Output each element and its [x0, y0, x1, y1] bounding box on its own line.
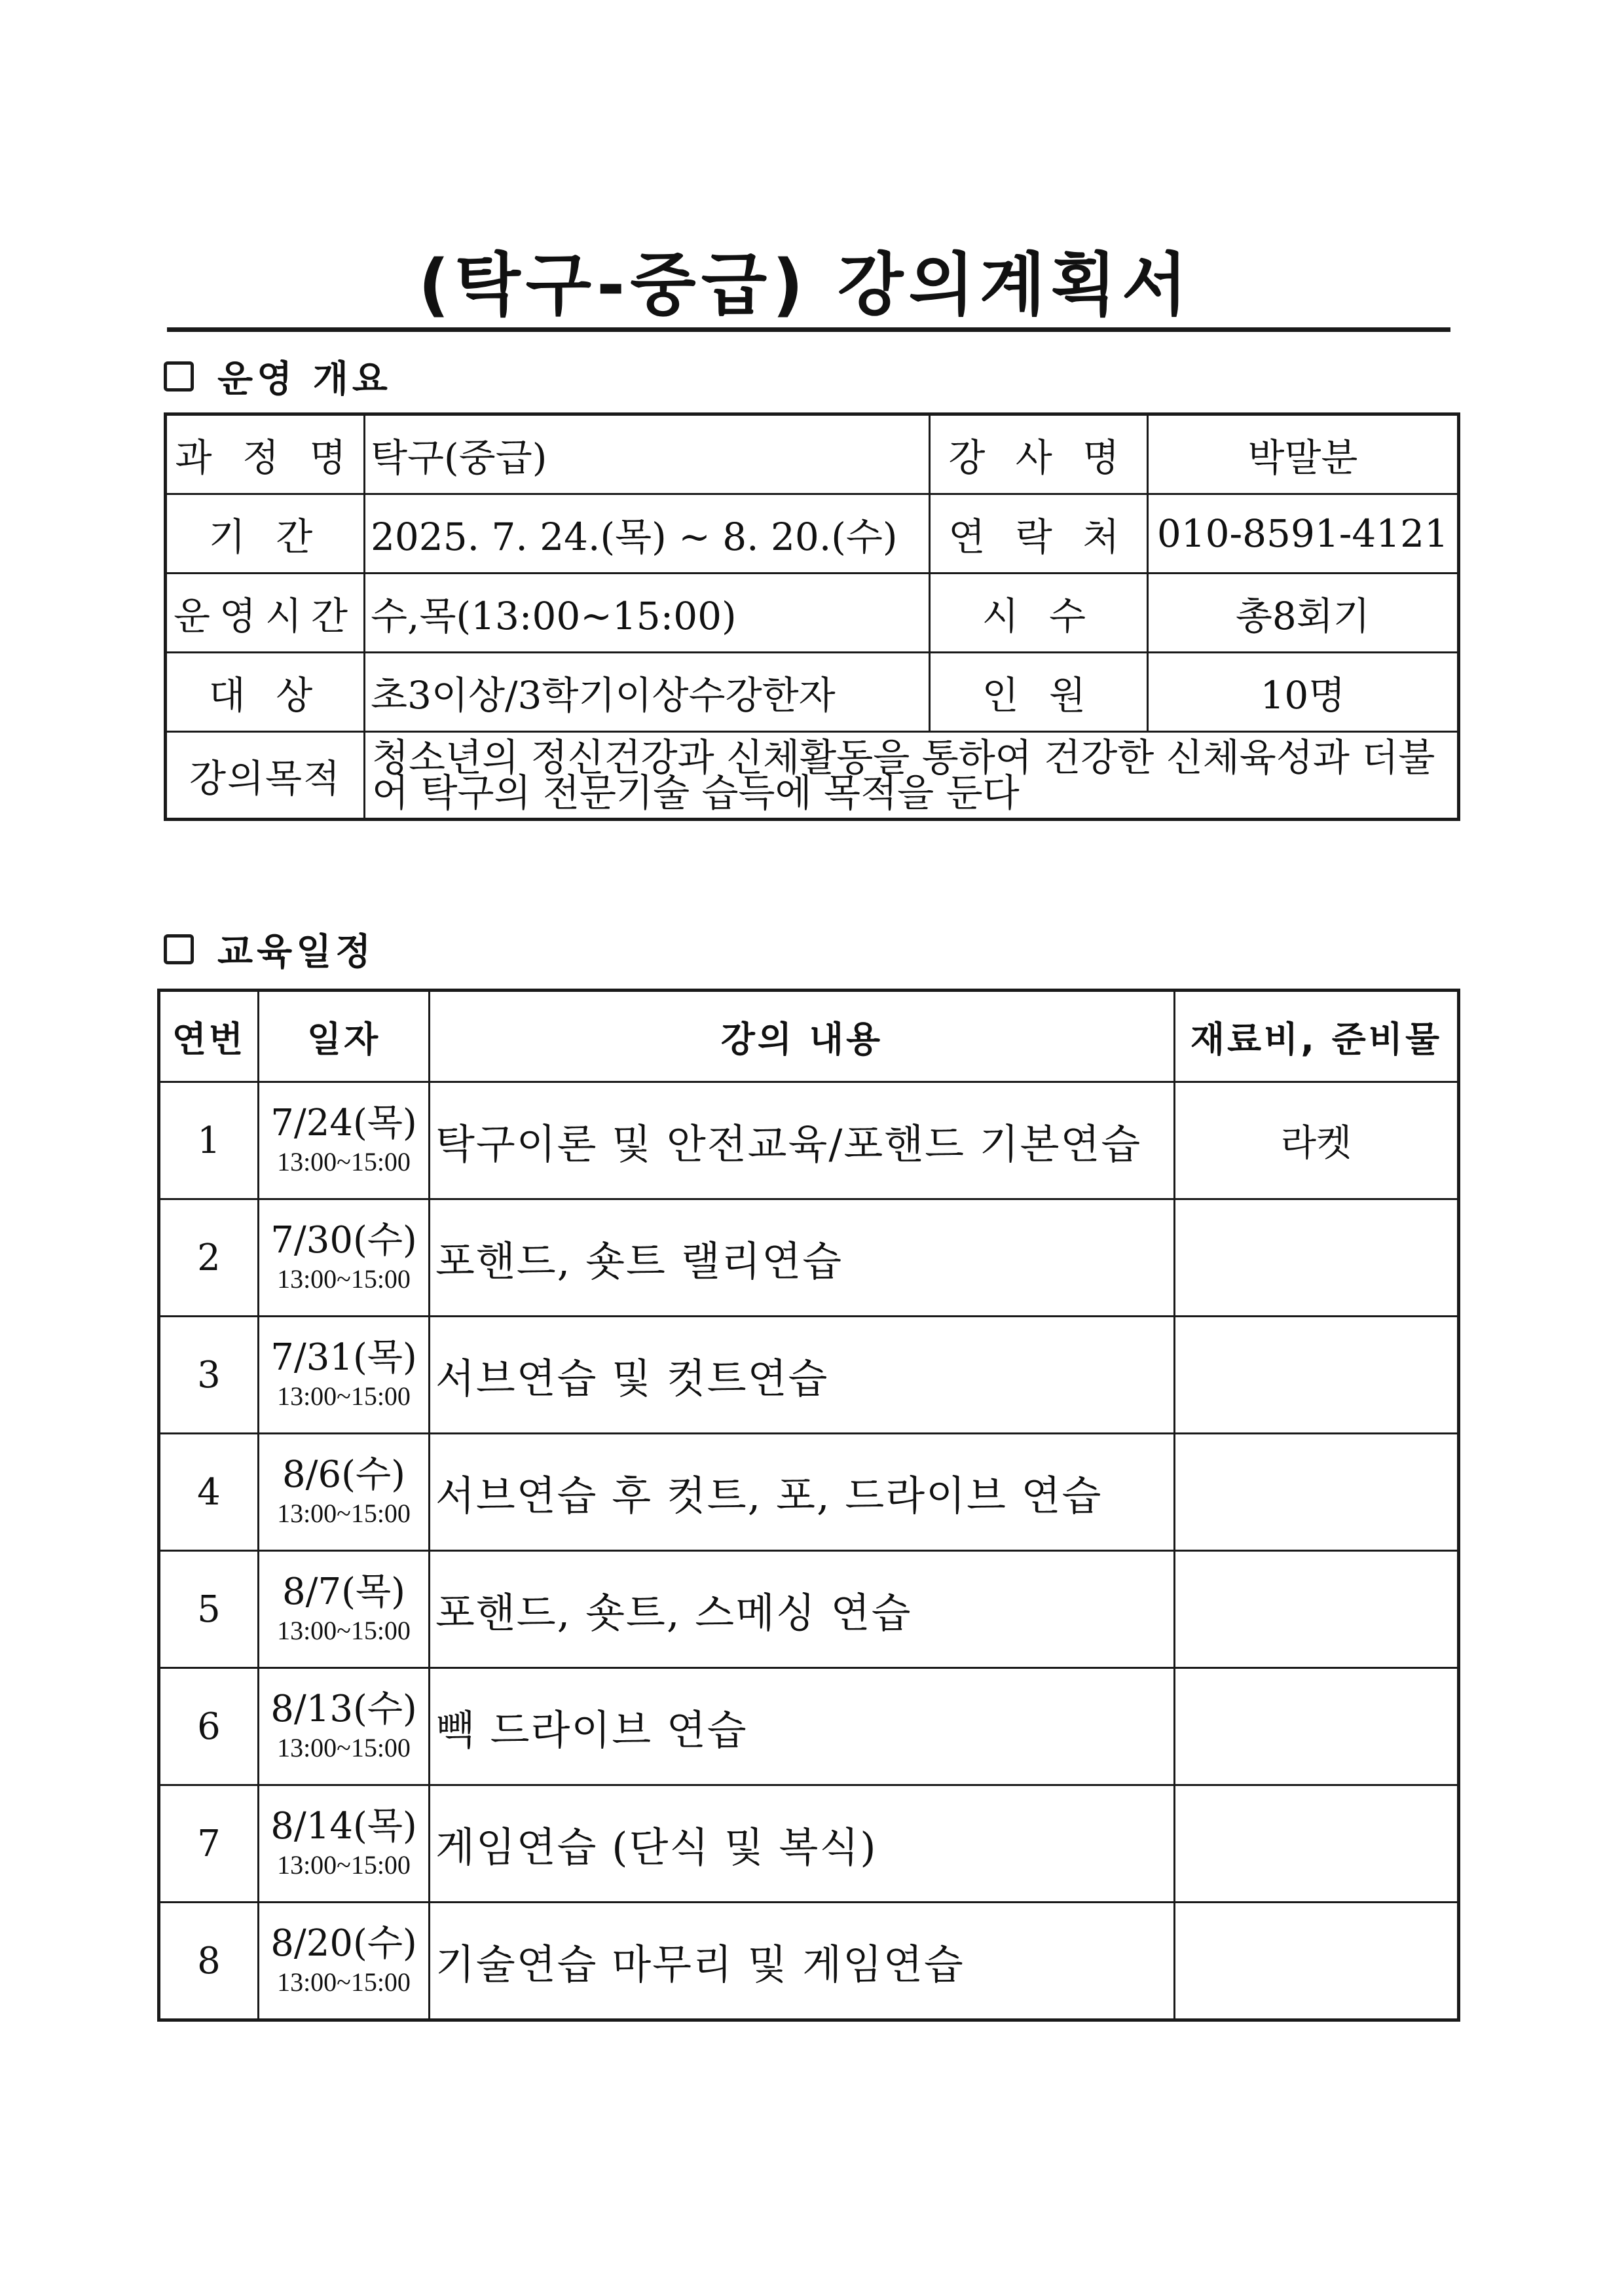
session-materials — [1175, 1199, 1459, 1317]
overview-label: 운영시간 — [166, 574, 365, 653]
session-number: 1 — [159, 1082, 259, 1199]
session-date-cell — [259, 1082, 430, 1199]
session-content: 서브연습 및 컷트연습 — [430, 1317, 1175, 1434]
session-number: 5 — [159, 1551, 259, 1668]
session-materials — [1175, 1785, 1459, 1903]
session-date: 7/31(목) — [270, 1336, 417, 1379]
overview-value: 10명 — [1147, 653, 1458, 732]
session-time: 13:00~15:00 — [277, 1147, 411, 1176]
table-row — [159, 1551, 1459, 1668]
session-time: 13:00~15:00 — [277, 1499, 411, 1528]
section-heading-schedule — [164, 923, 375, 975]
session-content: 포핸드, 숏트 랠리연습 — [430, 1199, 1175, 1317]
overview-label: 과 정 명 — [166, 414, 365, 494]
overview-value: 수,목(13:00~15:00) — [365, 574, 930, 653]
session-date-cell — [259, 1903, 430, 2020]
table-row — [159, 1199, 1459, 1317]
session-date: 8/7(목) — [282, 1571, 405, 1613]
header-materials: 재료비, 준비물 — [1175, 991, 1459, 1082]
purpose-label: 강의목적 — [166, 732, 365, 820]
session-content: 게임연습 (단식 및 복식) — [430, 1785, 1175, 1903]
session-date: 8/6(수) — [282, 1453, 405, 1496]
session-content: 탁구이론 및 안전교육/포핸드 기본연습 — [430, 1082, 1175, 1199]
session-date: 8/13(수) — [270, 1688, 417, 1730]
overview-label: 시 수 — [929, 574, 1147, 653]
overview-row — [166, 414, 1459, 494]
session-materials — [1175, 1317, 1459, 1434]
title-underline — [167, 327, 1450, 332]
session-number: 7 — [159, 1785, 259, 1903]
session-content: 포핸드, 숏트, 스메싱 연습 — [430, 1551, 1175, 1668]
section-heading-overview-label: 운영 개요 — [217, 358, 392, 401]
session-number: 4 — [159, 1434, 259, 1551]
overview-value: 초3이상/3학기이상수강한자 — [365, 653, 930, 732]
overview-label: 인 원 — [929, 653, 1147, 732]
schedule-header-row — [159, 991, 1459, 1082]
overview-value: 박말분 — [1147, 414, 1458, 494]
overview-value: 010-8591-4121 — [1147, 494, 1458, 574]
session-date-cell — [259, 1317, 430, 1434]
overview-label: 연 락 처 — [929, 494, 1147, 574]
session-materials: 라켓 — [1175, 1082, 1459, 1199]
session-materials — [1175, 1903, 1459, 2020]
session-time: 13:00~15:00 — [277, 1264, 411, 1294]
session-content: 빽 드라이브 연습 — [430, 1668, 1175, 1785]
session-time: 13:00~15:00 — [277, 1967, 411, 1997]
session-content: 기술연습 마무리 및 게임연습 — [430, 1903, 1175, 2020]
table-row — [159, 1785, 1459, 1903]
session-number: 8 — [159, 1903, 259, 2020]
header-content: 강의 내용 — [430, 991, 1175, 1082]
overview-label: 기 간 — [166, 494, 365, 574]
overview-row — [166, 494, 1459, 574]
session-number: 3 — [159, 1317, 259, 1434]
header-no: 연번 — [159, 991, 259, 1082]
checkbox-icon — [164, 361, 194, 392]
section-heading-overview — [164, 350, 392, 403]
overview-table — [164, 412, 1460, 821]
session-date: 8/20(수) — [270, 1922, 417, 1965]
session-number: 2 — [159, 1199, 259, 1317]
overview-value: 총8회기 — [1147, 574, 1458, 653]
table-row — [159, 1317, 1459, 1434]
table-row — [159, 1903, 1459, 2020]
session-materials — [1175, 1551, 1459, 1668]
table-row — [159, 1082, 1459, 1199]
session-time: 13:00~15:00 — [277, 1616, 411, 1645]
overview-label: 강 사 명 — [929, 414, 1147, 494]
overview-label: 대 상 — [166, 653, 365, 732]
table-row — [159, 1434, 1459, 1551]
session-date-cell — [259, 1551, 430, 1668]
session-date-cell — [259, 1668, 430, 1785]
session-date-cell — [259, 1434, 430, 1551]
header-date: 일자 — [259, 991, 430, 1082]
session-time: 13:00~15:00 — [277, 1733, 411, 1762]
session-number: 6 — [159, 1668, 259, 1785]
session-time: 13:00~15:00 — [277, 1850, 411, 1880]
overview-row — [166, 574, 1459, 653]
checkbox-icon — [164, 934, 194, 964]
session-time: 13:00~15:00 — [277, 1381, 411, 1411]
schedule-table — [157, 989, 1460, 2022]
purpose-text: 청소년의 정신건강과 신체활동을 통하여 건강한 신체육성과 더불어 탁구의 전문기술 습득에 목적을 둔다 — [365, 732, 1459, 820]
session-date-cell — [259, 1199, 430, 1317]
table-row — [159, 1668, 1459, 1785]
session-content: 서브연습 후 컷트, 포, 드라이브 연습 — [430, 1434, 1175, 1551]
session-materials — [1175, 1434, 1459, 1551]
document-title: (탁구-중급) 강의계획서 — [418, 245, 1193, 325]
document-title-wrap — [164, 242, 1447, 327]
session-date: 7/30(수) — [270, 1219, 417, 1262]
overview-value: 2025. 7. 24.(목) ~ 8. 20.(수) — [365, 494, 930, 574]
overview-value: 탁구(중급) — [365, 414, 930, 494]
section-heading-schedule-label: 교육일정 — [217, 931, 375, 974]
session-date: 8/14(목) — [270, 1805, 417, 1848]
session-materials — [1175, 1668, 1459, 1785]
overview-row — [166, 653, 1459, 732]
overview-row-purpose — [166, 732, 1459, 820]
session-date-cell — [259, 1785, 430, 1903]
session-date: 7/24(목) — [270, 1102, 417, 1144]
